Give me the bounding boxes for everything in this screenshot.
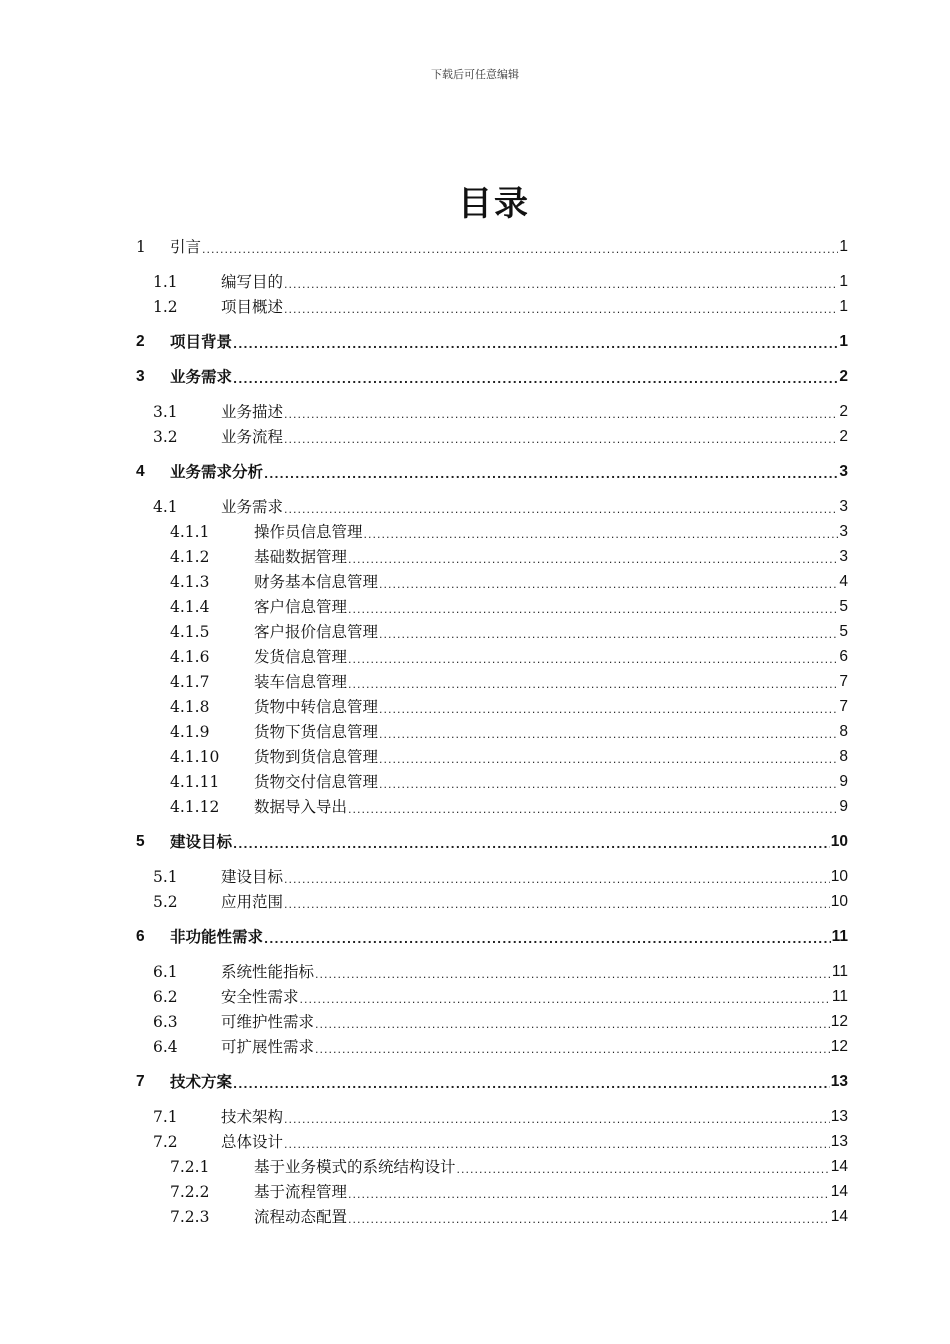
toc-entry-page: 14	[830, 1208, 848, 1225]
toc-entry-page: 1	[839, 238, 848, 255]
toc-entry-page: 2	[839, 428, 848, 445]
toc-entry-title: 系统性能指标	[221, 963, 315, 981]
dot-leader	[284, 503, 838, 517]
toc-entry[interactable]	[136, 517, 848, 542]
toc-entry-title: 发货信息管理	[254, 648, 348, 666]
toc-entry[interactable]	[136, 397, 848, 422]
toc-entry-page: 3	[839, 548, 848, 565]
toc-entry-title: 数据导入导出	[254, 798, 348, 816]
dot-leader	[379, 578, 838, 592]
toc-entry-number: 2	[136, 333, 145, 350]
toc-entry-page: 2	[839, 368, 848, 385]
toc-entry-page: 14	[830, 1183, 848, 1200]
dot-leader	[264, 468, 838, 482]
dot-leader	[284, 1138, 830, 1152]
toc-entry-title: 业务需求	[170, 368, 233, 386]
toc-entry[interactable]	[136, 667, 848, 692]
dot-leader	[284, 433, 838, 447]
toc-entry-number: 6.1	[153, 963, 178, 981]
dot-leader	[379, 728, 838, 742]
toc-entry-page: 1	[839, 333, 848, 350]
toc-entry-number: 4.1.4	[170, 598, 210, 616]
toc-entry-title: 建设目标	[221, 868, 284, 886]
toc-entry-number: 3.2	[153, 428, 178, 446]
toc-entry-title: 技术架构	[221, 1108, 284, 1126]
dot-leader	[233, 838, 830, 852]
dot-leader	[233, 1078, 830, 1092]
toc-entry-title: 客户信息管理	[254, 598, 348, 616]
toc-entry[interactable]	[136, 1152, 848, 1177]
toc-entry-number: 1.1	[153, 273, 178, 291]
toc-entry[interactable]	[136, 542, 848, 567]
toc-entry-title: 操作员信息管理	[254, 523, 363, 541]
dot-leader	[300, 993, 831, 1007]
dot-leader	[315, 1018, 830, 1032]
dot-leader	[284, 278, 838, 292]
dot-leader	[379, 703, 838, 717]
toc-entry-number: 4.1.8	[170, 698, 210, 716]
toc-entry[interactable]	[136, 717, 848, 742]
toc-entry-page: 4	[839, 573, 848, 590]
table-of-contents	[136, 232, 848, 1227]
toc-entry-number: 7.2.3	[170, 1208, 210, 1226]
toc-entry-page: 11	[831, 963, 848, 980]
toc-entry-number: 7.2.1	[170, 1158, 210, 1176]
toc-entry-page: 8	[839, 723, 848, 740]
toc-entry-page: 10	[830, 868, 848, 885]
toc-entry-title: 业务需求	[221, 498, 284, 516]
toc-entry-number: 4.1.6	[170, 648, 210, 666]
toc-entry-number: 4.1.12	[170, 798, 220, 816]
toc-title: 目录	[458, 184, 530, 224]
dot-leader	[264, 933, 831, 947]
dot-leader	[379, 753, 838, 767]
toc-entry-page: 5	[839, 623, 848, 640]
dot-leader	[315, 1043, 830, 1057]
toc-entry-title: 引言	[170, 238, 202, 256]
toc-entry-title: 应用范围	[221, 893, 284, 911]
toc-entry-number: 7	[136, 1073, 145, 1090]
toc-entry-page: 2	[839, 403, 848, 420]
toc-entry-number: 4.1	[153, 498, 178, 516]
toc-entry[interactable]	[136, 982, 848, 1007]
dot-leader	[348, 1188, 830, 1202]
dot-leader	[348, 603, 838, 617]
toc-entry[interactable]	[136, 232, 848, 257]
dot-leader	[379, 628, 838, 642]
toc-entry[interactable]	[136, 592, 848, 617]
dot-leader	[457, 1163, 830, 1177]
toc-entry-number: 4.1.9	[170, 723, 210, 741]
toc-entry[interactable]	[136, 767, 848, 792]
toc-entry[interactable]	[136, 1127, 848, 1152]
toc-entry[interactable]	[136, 327, 848, 352]
toc-entry-page: 10	[830, 893, 848, 910]
toc-entry-number: 3	[136, 368, 145, 385]
toc-entry[interactable]	[136, 1067, 848, 1092]
dot-leader	[379, 778, 838, 792]
toc-entry-number: 7.2.2	[170, 1183, 210, 1201]
toc-entry-page: 3	[839, 498, 848, 515]
dot-leader	[348, 653, 838, 667]
toc-entry-number: 7.1	[153, 1108, 178, 1126]
toc-entry-number: 6.3	[153, 1013, 178, 1031]
toc-entry-title: 基于流程管理	[254, 1183, 348, 1201]
toc-entry[interactable]	[136, 862, 848, 887]
toc-entry[interactable]	[136, 457, 848, 482]
dot-leader	[364, 528, 839, 542]
toc-entry-number: 4.1.10	[170, 748, 220, 766]
toc-entry-number: 7.2	[153, 1133, 178, 1151]
dot-leader	[233, 338, 838, 352]
toc-entry-title: 项目背景	[170, 333, 233, 351]
toc-entry-number: 5.1	[153, 868, 178, 886]
toc-entry[interactable]	[136, 1032, 848, 1057]
toc-entry-number: 4.1.5	[170, 623, 210, 641]
toc-entry[interactable]	[136, 692, 848, 717]
toc-entry[interactable]	[136, 362, 848, 387]
toc-entry-number: 6.2	[153, 988, 178, 1006]
dot-leader	[348, 678, 838, 692]
toc-entry-title: 业务流程	[221, 428, 284, 446]
toc-entry-title: 装车信息管理	[254, 673, 348, 691]
toc-entry[interactable]	[136, 292, 848, 317]
toc-entry-page: 9	[839, 798, 848, 815]
dot-leader	[233, 373, 838, 387]
toc-entry-number: 1.2	[153, 298, 178, 316]
toc-entry-title: 客户报价信息管理	[254, 623, 379, 641]
toc-entry-number: 6.4	[153, 1038, 178, 1056]
toc-entry-page: 9	[839, 773, 848, 790]
dot-leader	[284, 873, 830, 887]
toc-entry-number: 4.1.3	[170, 573, 210, 591]
toc-entry-title: 安全性需求	[221, 988, 299, 1006]
toc-entry-number: 6	[136, 928, 145, 945]
toc-entry-title: 货物到货信息管理	[254, 748, 379, 766]
toc-entry-page: 3	[839, 463, 848, 480]
toc-entry-page: 8	[839, 748, 848, 765]
toc-entry-page: 13	[830, 1133, 848, 1150]
toc-entry-page: 12	[830, 1013, 848, 1030]
toc-entry-number: 4.1.2	[170, 548, 210, 566]
toc-entry[interactable]	[136, 1102, 848, 1127]
toc-entry-title: 基于业务模式的系统结构设计	[254, 1158, 456, 1176]
toc-entry-title: 业务描述	[221, 403, 284, 421]
toc-entry-page: 5	[839, 598, 848, 615]
toc-entry-number: 4.1.7	[170, 673, 210, 691]
toc-entry-page: 7	[839, 673, 848, 690]
toc-entry-title: 编写目的	[221, 273, 284, 291]
toc-entry[interactable]	[136, 1177, 848, 1202]
toc-entry-title: 总体设计	[221, 1133, 284, 1151]
dot-leader	[348, 553, 838, 567]
dot-leader	[284, 898, 830, 912]
toc-entry-page: 13	[830, 1073, 848, 1090]
toc-entry-page: 13	[830, 1108, 848, 1125]
toc-entry-title: 流程动态配置	[254, 1208, 348, 1226]
toc-entry[interactable]	[136, 922, 848, 947]
toc-entry-title: 财务基本信息管理	[254, 573, 379, 591]
toc-entry-number: 3.1	[153, 403, 178, 421]
toc-entry-title: 基础数据管理	[254, 548, 348, 566]
dot-leader	[315, 968, 831, 982]
toc-entry[interactable]	[136, 792, 848, 817]
toc-entry[interactable]	[136, 957, 848, 982]
toc-entry[interactable]	[136, 492, 848, 517]
toc-entry[interactable]	[136, 642, 848, 667]
toc-entry-page: 1	[839, 273, 848, 290]
toc-entry[interactable]	[136, 267, 848, 292]
toc-entry-page: 14	[830, 1158, 848, 1175]
toc-entry-number: 1	[136, 238, 146, 256]
toc-entry[interactable]	[136, 742, 848, 767]
toc-entry-title: 货物交付信息管理	[254, 773, 379, 791]
toc-entry-page: 11	[831, 988, 848, 1005]
toc-entry-number: 4.1.1	[170, 523, 210, 541]
toc-entry-number: 4.1.11	[170, 773, 220, 791]
toc-entry-title: 建设目标	[170, 833, 233, 851]
toc-entry[interactable]	[136, 1202, 848, 1227]
toc-entry-page: 11	[831, 928, 848, 945]
toc-entry-title: 可扩展性需求	[221, 1038, 315, 1056]
dot-leader	[202, 243, 838, 257]
toc-entry-title: 技术方案	[170, 1073, 233, 1091]
toc-entry-title: 项目概述	[221, 298, 284, 316]
dot-leader	[284, 303, 838, 317]
toc-entry[interactable]	[136, 887, 848, 912]
toc-entry[interactable]	[136, 567, 848, 592]
toc-entry-title: 可维护性需求	[221, 1013, 315, 1031]
toc-entry[interactable]	[136, 827, 848, 852]
toc-entry-number: 5	[136, 833, 145, 850]
toc-entry-page: 3	[839, 523, 848, 540]
dot-leader	[348, 803, 838, 817]
toc-entry-title: 非功能性需求	[170, 928, 264, 946]
toc-entry-page: 10	[830, 833, 848, 850]
dot-leader	[348, 1213, 830, 1227]
toc-entry-page: 1	[839, 298, 848, 315]
dot-leader	[284, 408, 838, 422]
toc-entry-title: 业务需求分析	[170, 463, 264, 481]
toc-entry-page: 6	[839, 648, 848, 665]
toc-entry-title: 货物中转信息管理	[254, 698, 379, 716]
toc-entry[interactable]	[136, 422, 848, 447]
toc-entry-page: 7	[839, 698, 848, 715]
toc-entry[interactable]	[136, 1007, 848, 1032]
dot-leader	[284, 1113, 830, 1127]
toc-entry-number: 4	[136, 463, 145, 480]
toc-entry-number: 5.2	[153, 893, 178, 911]
toc-entry[interactable]	[136, 617, 848, 642]
page-header: 下载后可任意编辑	[431, 68, 519, 81]
toc-entry-page: 12	[830, 1038, 848, 1055]
toc-entry-title: 货物下货信息管理	[254, 723, 379, 741]
